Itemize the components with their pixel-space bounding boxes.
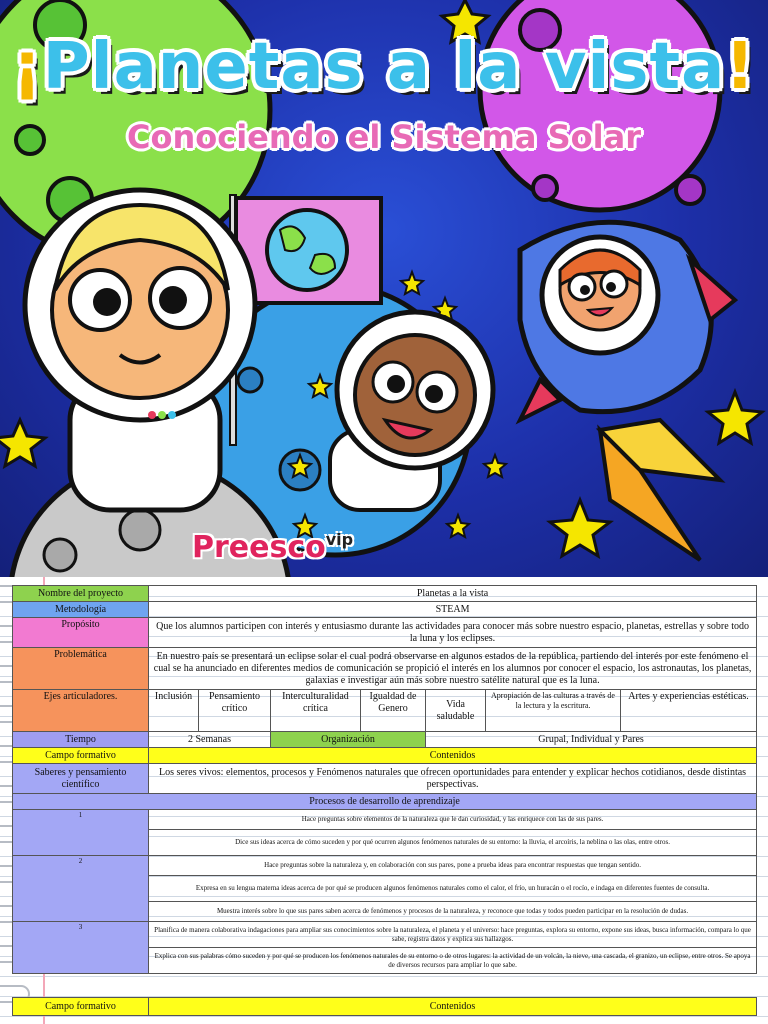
eje-vida: Vida saludable: [426, 690, 486, 732]
nombre-value: Planetas a la vista: [149, 586, 757, 602]
tiempo-label: Tiempo: [13, 732, 149, 748]
problematica-label: Problemática: [13, 648, 149, 690]
brand-logo: Preesco$^{vip}$: [192, 530, 354, 565]
proceso-num-2: 2: [13, 856, 149, 922]
second-table: [12, 997, 757, 1016]
proceso-item: Hace preguntas sobre elementos de la naturaleza que le dan curiosidad, y las enriquece con las de sus pares.: [149, 810, 757, 830]
proceso-item: Expresa en su lengua materna ideas acerca de por qué se producen algunos fenómenos naturales como el calor, el frío, un huracán o el rocío, e indaga en diferentes fuentes de consulta.: [149, 876, 757, 902]
contenidos-value: Los seres vivos: elementos, procesos y Fenómenos naturales que ofrecen oportunidades para entender y explicar hechos cotidianos, desde distintas perspectivas.: [149, 764, 757, 794]
tiempo-value: 2 Semanas: [149, 732, 271, 748]
eje-interculturalidad: Interculturalidad crítica: [271, 690, 361, 732]
rocket: [520, 222, 735, 560]
metodologia-value: STEAM: [149, 602, 757, 618]
ejes-label: Ejes articuladores.: [13, 690, 149, 732]
problematica-value: En nuestro país se presentará un eclipse solar el cual podrá observarse en algunos estados de la república, partiendo del interés por este fenómeno el cual se ha anunciado en diferentes medios de comunicación se propició el interés en los alumnos por conocer el espacio, los astronautas, los planetas, galaxias e investigar aún más sobre nuestro satélite natural que es la luna.: [149, 648, 757, 690]
proceso-item: Hace preguntas sobre la naturaleza y, en colaboración con sus pares, pone a prueba ideas para encontrar respuestas que tengan sentido.: [149, 856, 757, 876]
proposito-label: Propósito: [13, 618, 149, 648]
proceso-num-3: 3: [13, 922, 149, 974]
proceso-item: Dice sus ideas acerca de cómo suceden y por qué ocurren algunos fenómenos naturales de su entorno: la lluvia, el arcoíris, la neblina o las olas, entre otros.: [149, 830, 757, 856]
astronaut-boy: [330, 312, 493, 510]
proceso-item: Muestra interés sobre lo que sus pares saben acerca de fenómenos y procesos de la naturaleza, y reconoce que todas y todos pueden participar en la resolución de dudas.: [149, 902, 757, 922]
metodologia-label: Metodología: [13, 602, 149, 618]
contenidos-label: Contenidos: [149, 748, 757, 764]
procesos-label: Procesos de desarrollo de aprendizaje: [13, 794, 757, 810]
organizacion-value: Grupal, Individual y Pares: [426, 732, 757, 748]
proceso-num-1: 1: [13, 810, 149, 856]
proceso-item: Explica con sus palabras cómo suceden y por qué se producen los fenómenos naturales de su entorno o de otros lugares: la actividad de un volcán, la nieve, una cascada, el granizo, un eclipse, entre otros. Se apoya de diversos recursos para ampliar lo que sabe.: [149, 948, 757, 974]
cover-subtitle: Conociendo el Sistema Solar: [126, 118, 641, 156]
proceso-item: Planifica de manera colaborativa indagaciones para ampliar sus conocimientos sobre la naturaleza, el planeta y el universo: hace preguntas, explora su entorno, expone sus ideas, busca información, compara lo que sabe, registra datos y explica sus hallazgos.: [149, 922, 757, 948]
astronaut-girl: [25, 190, 255, 510]
cover-title: ¡Planetas a la vista!: [12, 30, 756, 104]
eje-igualdad: Igualdad de Genero: [361, 690, 426, 732]
second-contenidos-label: Contenidos: [149, 998, 757, 1016]
campo-label: Campo formativo: [13, 748, 149, 764]
project-table: [12, 585, 757, 974]
eje-pensamiento: Pensamiento crítico: [199, 690, 271, 732]
eje-apropiacion: Apropiación de las culturas a través de la lectura y la escritura.: [486, 690, 621, 732]
second-campo-label: Campo formativo: [13, 998, 149, 1016]
organizacion-label: Organización: [271, 732, 426, 748]
campo-value: Saberes y pensamiento científico: [13, 764, 149, 794]
nombre-label: Nombre del proyecto: [13, 586, 149, 602]
eje-inclusion: Inclusión: [149, 690, 199, 732]
proposito-value: Que los alumnos participen con interés y entusiasmo durante las actividades para conocer más sobre nuestro espacio, planetas, estrellas y sobre todo la luna y los eclipses.: [149, 618, 757, 648]
eje-artes: Artes y experiencias estéticas.: [621, 690, 757, 732]
